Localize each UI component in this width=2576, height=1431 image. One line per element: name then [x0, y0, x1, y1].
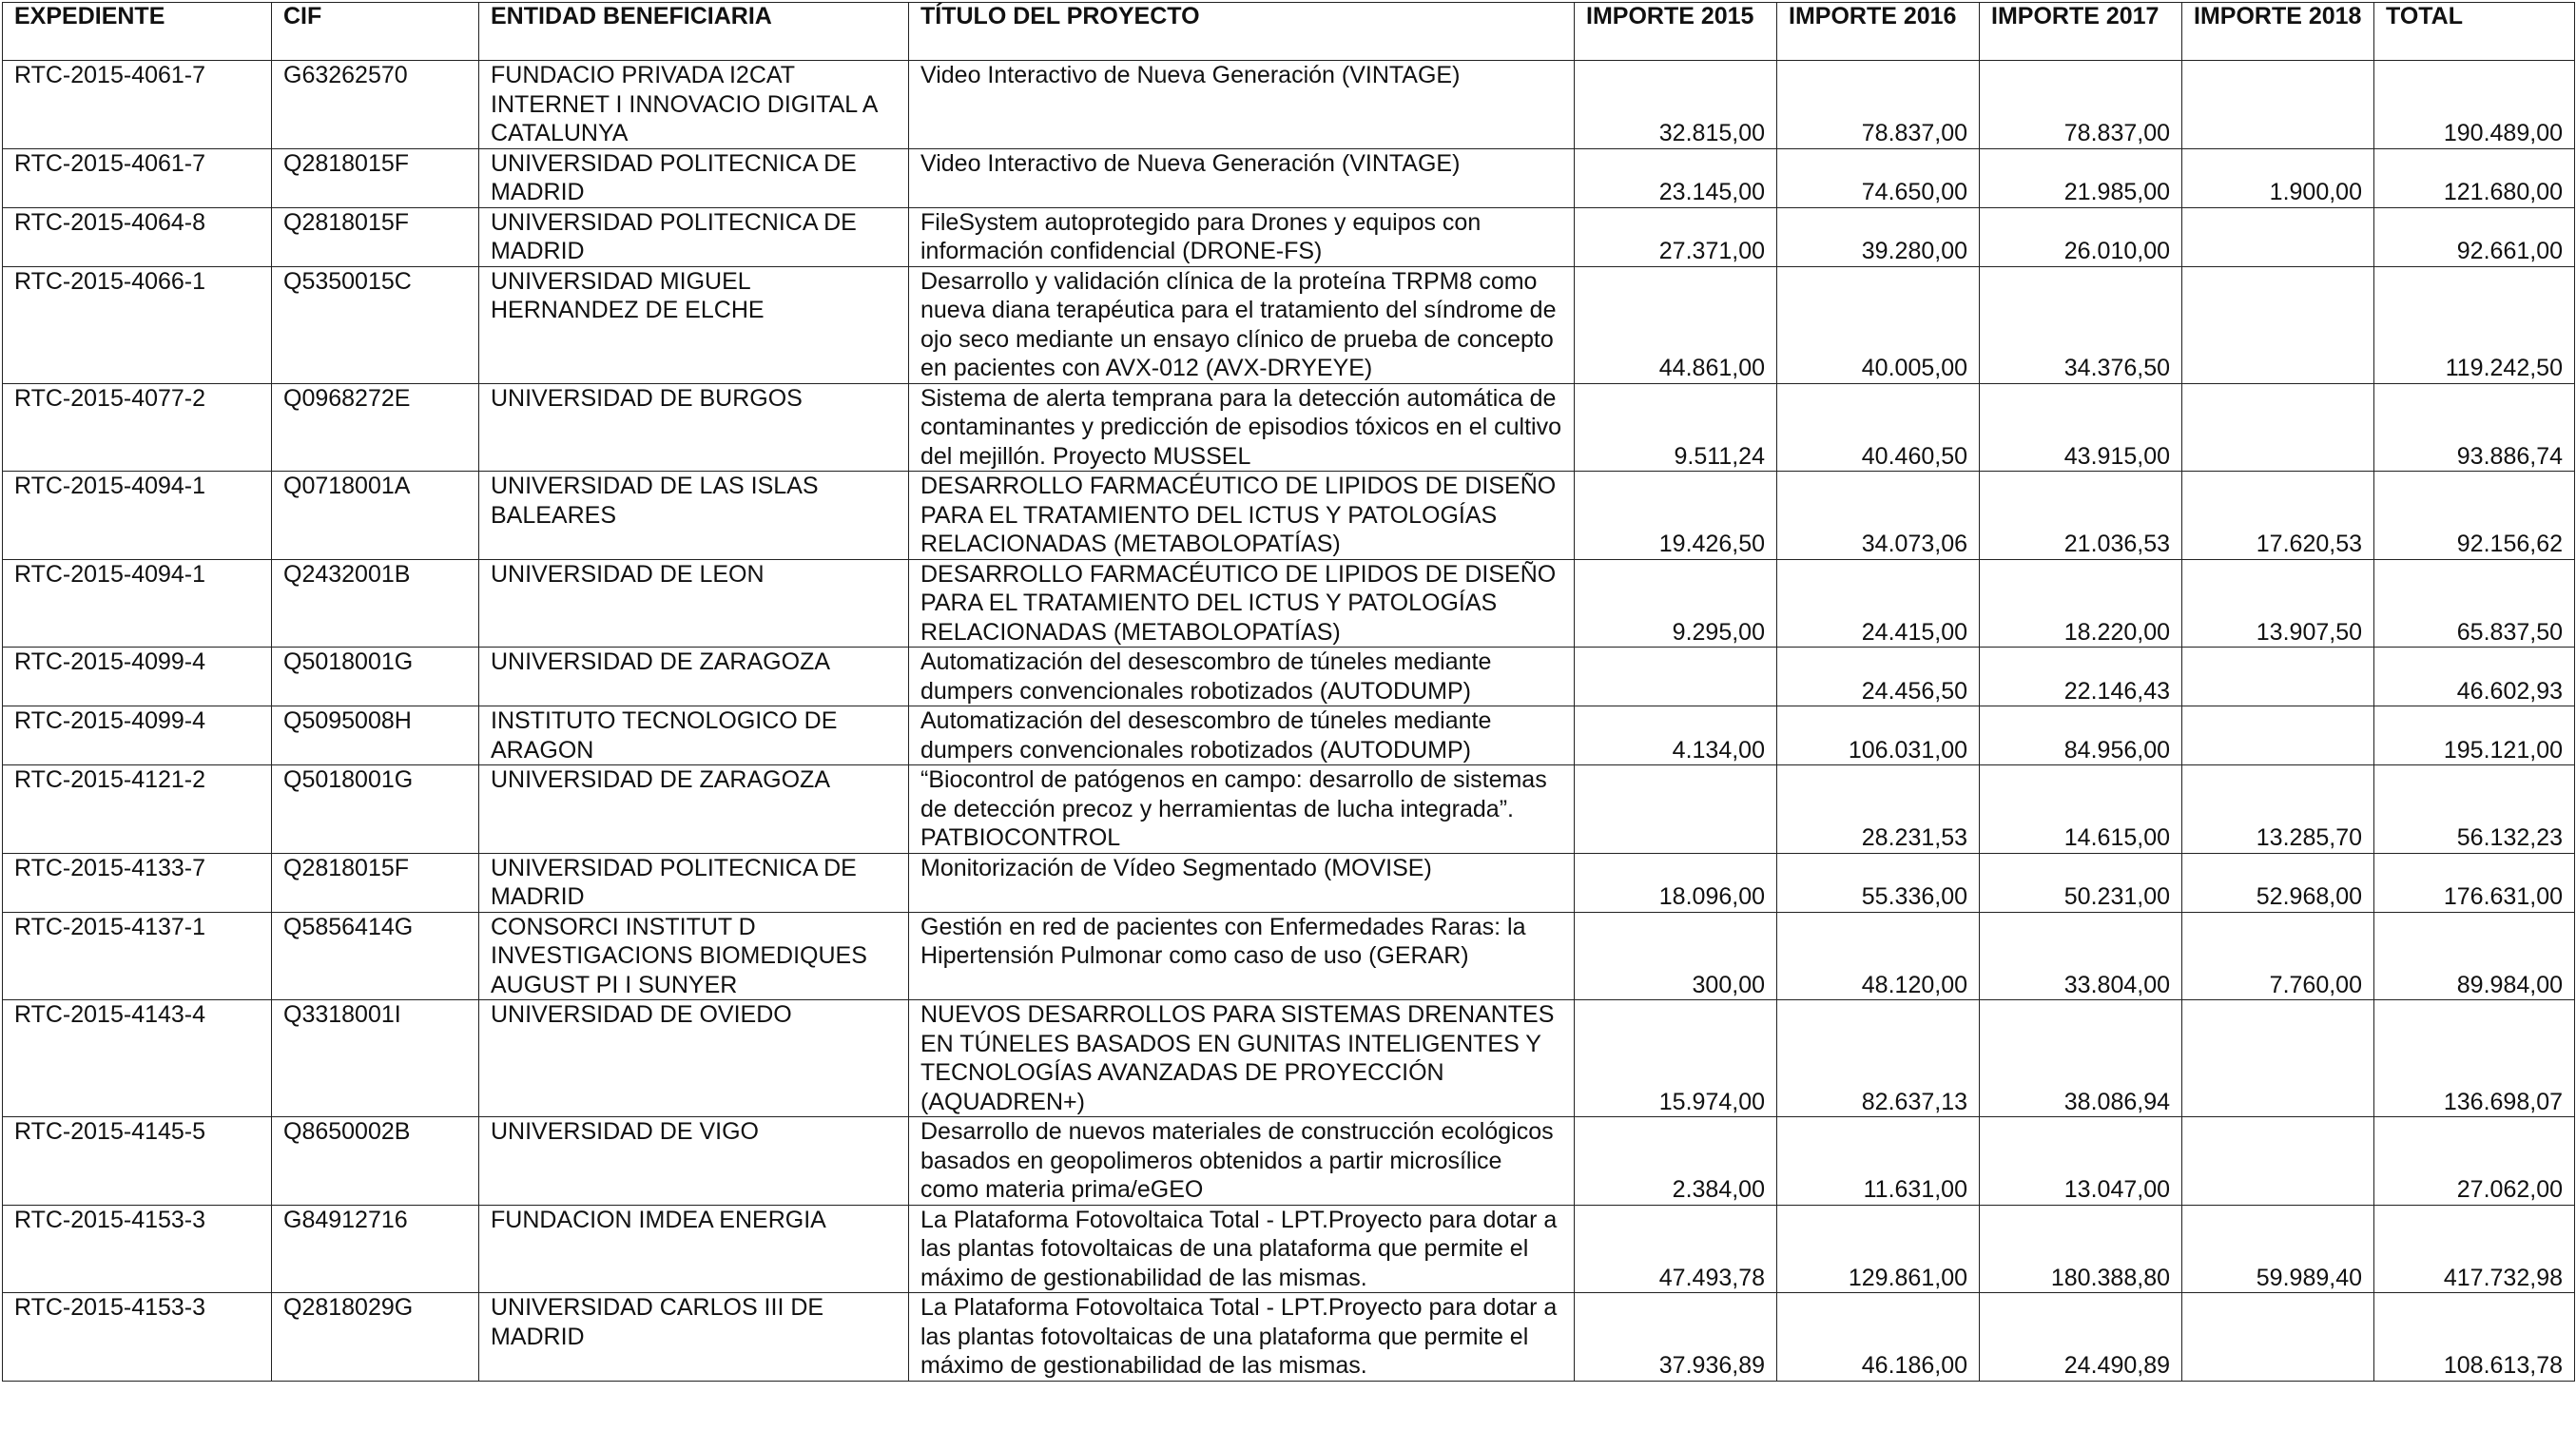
cell-total: 93.886,74: [2374, 383, 2575, 472]
table-row: [3, 148, 2575, 207]
cell-titulo: Video Interactivo de Nueva Generación (VINTAGE): [909, 61, 1575, 149]
cell-importe-2018: [2182, 1000, 2374, 1117]
cell-importe-2017: 22.146,43: [1980, 648, 2182, 706]
cell-entidad: UNIVERSIDAD DE VIGO: [479, 1117, 909, 1206]
cell-cif: Q3318001I: [272, 1000, 479, 1117]
cell-importe-2016: 78.837,00: [1777, 61, 1980, 149]
header-total: TOTAL: [2374, 3, 2575, 61]
cell-entidad: UNIVERSIDAD CARLOS III DE MADRID: [479, 1293, 909, 1382]
cell-cif: Q2818015F: [272, 207, 479, 266]
cell-entidad: UNIVERSIDAD POLITECNICA DE MADRID: [479, 148, 909, 207]
cell-expediente: RTC-2015-4066-1: [3, 266, 272, 383]
table-row: [3, 765, 2575, 854]
cell-titulo: La Plataforma Fotovoltaica Total - LPT.Proyecto para dotar a las plantas fotovoltaicas de una plataforma que permite el máximo de gestionabilidad de las mismas.: [909, 1205, 1575, 1293]
header-expediente: EXPEDIENTE: [3, 3, 272, 61]
cell-entidad: UNIVERSIDAD DE ZARAGOZA: [479, 648, 909, 706]
table-row: [3, 383, 2575, 472]
cell-titulo: FileSystem autoprotegido para Drones y equipos con información confidencial (DRONE-FS): [909, 207, 1575, 266]
cell-cif: Q5856414G: [272, 912, 479, 1000]
cell-titulo: Gestión en red de pacientes con Enfermedades Raras: la Hipertensión Pulmonar como caso de uso (GERAR): [909, 912, 1575, 1000]
cell-importe-2018: 52.968,00: [2182, 853, 2374, 912]
cell-importe-2017: 78.837,00: [1980, 61, 2182, 149]
cell-expediente: RTC-2015-4153-3: [3, 1293, 272, 1382]
header-importe-2016: IMPORTE 2016: [1777, 3, 1980, 61]
cell-expediente: RTC-2015-4145-5: [3, 1117, 272, 1206]
cell-importe-2017: 21.985,00: [1980, 148, 2182, 207]
cell-importe-2017: 33.804,00: [1980, 912, 2182, 1000]
cell-cif: Q5350015C: [272, 266, 479, 383]
cell-total: 195.121,00: [2374, 706, 2575, 765]
cell-importe-2017: 21.036,53: [1980, 472, 2182, 560]
table-row: [3, 1117, 2575, 1206]
cell-entidad: UNIVERSIDAD POLITECNICA DE MADRID: [479, 853, 909, 912]
cell-expediente: RTC-2015-4143-4: [3, 1000, 272, 1117]
cell-entidad: UNIVERSIDAD DE LAS ISLAS BALEARES: [479, 472, 909, 560]
cell-importe-2017: 180.388,80: [1980, 1205, 2182, 1293]
cell-cif: Q2818029G: [272, 1293, 479, 1382]
cell-titulo: Monitorización de Vídeo Segmentado (MOVISE): [909, 853, 1575, 912]
cell-importe-2018: 7.760,00: [2182, 912, 2374, 1000]
cell-entidad: UNIVERSIDAD DE BURGOS: [479, 383, 909, 472]
cell-importe-2017: 24.490,89: [1980, 1293, 2182, 1382]
table-row: [3, 559, 2575, 648]
table-row: [3, 266, 2575, 383]
cell-entidad: UNIVERSIDAD MIGUEL HERNANDEZ DE ELCHE: [479, 266, 909, 383]
cell-importe-2018: 1.900,00: [2182, 148, 2374, 207]
cell-importe-2015: [1575, 765, 1777, 854]
cell-total: 190.489,00: [2374, 61, 2575, 149]
cell-cif: G63262570: [272, 61, 479, 149]
table-row: [3, 706, 2575, 765]
cell-titulo: DESARROLLO FARMACÉUTICO DE LIPIDOS DE DISEÑO PARA EL TRATAMIENTO DEL ICTUS Y PATOLOGÍAS RELACIONADAS (METABOLOPATÍAS): [909, 559, 1575, 648]
cell-total: 56.132,23: [2374, 765, 2575, 854]
cell-importe-2016: 46.186,00: [1777, 1293, 1980, 1382]
table-row: [3, 1000, 2575, 1117]
cell-cif: G84912716: [272, 1205, 479, 1293]
cell-importe-2015: 2.384,00: [1575, 1117, 1777, 1206]
header-importe-2015: IMPORTE 2015: [1575, 3, 1777, 61]
cell-expediente: RTC-2015-4137-1: [3, 912, 272, 1000]
cell-expediente: RTC-2015-4094-1: [3, 472, 272, 560]
table-row: [3, 472, 2575, 560]
cell-importe-2016: 48.120,00: [1777, 912, 1980, 1000]
cell-cif: Q8650002B: [272, 1117, 479, 1206]
cell-importe-2015: 27.371,00: [1575, 207, 1777, 266]
cell-importe-2016: 34.073,06: [1777, 472, 1980, 560]
header-titulo: TÍTULO DEL PROYECTO: [909, 3, 1575, 61]
cell-importe-2018: 13.285,70: [2182, 765, 2374, 854]
cell-expediente: RTC-2015-4064-8: [3, 207, 272, 266]
cell-importe-2017: 50.231,00: [1980, 853, 2182, 912]
cell-importe-2017: 43.915,00: [1980, 383, 2182, 472]
cell-expediente: RTC-2015-4099-4: [3, 706, 272, 765]
cell-importe-2018: [2182, 266, 2374, 383]
cell-entidad: UNIVERSIDAD DE ZARAGOZA: [479, 765, 909, 854]
cell-total: 65.837,50: [2374, 559, 2575, 648]
cell-entidad: FUNDACIO PRIVADA I2CAT INTERNET I INNOVACIO DIGITAL A CATALUNYA: [479, 61, 909, 149]
cell-importe-2018: 59.989,40: [2182, 1205, 2374, 1293]
cell-titulo: Video Interactivo de Nueva Generación (VINTAGE): [909, 148, 1575, 207]
cell-cif: Q0718001A: [272, 472, 479, 560]
cell-importe-2016: 82.637,13: [1777, 1000, 1980, 1117]
cell-importe-2015: 23.145,00: [1575, 148, 1777, 207]
cell-importe-2015: 32.815,00: [1575, 61, 1777, 149]
cell-total: 119.242,50: [2374, 266, 2575, 383]
cell-total: 417.732,98: [2374, 1205, 2575, 1293]
cell-importe-2015: 9.511,24: [1575, 383, 1777, 472]
cell-importe-2017: 26.010,00: [1980, 207, 2182, 266]
cell-entidad: UNIVERSIDAD POLITECNICA DE MADRID: [479, 207, 909, 266]
cell-titulo: Automatización del desescombro de túneles mediante dumpers convencionales robotizados (AUTODUMP): [909, 706, 1575, 765]
cell-expediente: RTC-2015-4061-7: [3, 61, 272, 149]
cell-entidad: CONSORCI INSTITUT D INVESTIGACIONS BIOMEDIQUES AUGUST PI I SUNYER: [479, 912, 909, 1000]
table-row: [3, 1293, 2575, 1382]
cell-titulo: Desarrollo y validación clínica de la proteína TRPM8 como nueva diana terapéutica para el tratamiento del síndrome de ojo seco mediante un ensayo clínico de prueba de concepto en pacientes con AVX-012 (AVX-DRYEYE): [909, 266, 1575, 383]
cell-cif: Q2818015F: [272, 853, 479, 912]
cell-total: 92.661,00: [2374, 207, 2575, 266]
header-cif: CIF: [272, 3, 479, 61]
cell-expediente: RTC-2015-4153-3: [3, 1205, 272, 1293]
cell-importe-2017: 34.376,50: [1980, 266, 2182, 383]
cell-importe-2018: [2182, 1117, 2374, 1206]
cell-cif: Q5095008H: [272, 706, 479, 765]
cell-cif: Q2818015F: [272, 148, 479, 207]
cell-importe-2016: 129.861,00: [1777, 1205, 1980, 1293]
cell-entidad: INSTITUTO TECNOLOGICO DE ARAGON: [479, 706, 909, 765]
cell-importe-2016: 40.460,50: [1777, 383, 1980, 472]
cell-titulo: La Plataforma Fotovoltaica Total - LPT.Proyecto para dotar a las plantas fotovoltaicas de una plataforma que permite el máximo de gestionabilidad de las mismas.: [909, 1293, 1575, 1382]
cell-importe-2016: 24.415,00: [1777, 559, 1980, 648]
grants-table: [2, 2, 2575, 1382]
cell-importe-2018: [2182, 61, 2374, 149]
cell-importe-2015: 19.426,50: [1575, 472, 1777, 560]
header-entidad: ENTIDAD BENEFICIARIA: [479, 3, 909, 61]
header-importe-2018: IMPORTE 2018: [2182, 3, 2374, 61]
table-row: [3, 61, 2575, 149]
cell-titulo: NUEVOS DESARROLLOS PARA SISTEMAS DRENANTES EN TÚNELES BASADOS EN GUNITAS INTELIGENTES Y TECNOLOGÍAS AVANZADAS DE PROYECCIÓN (AQUADREN+): [909, 1000, 1575, 1117]
cell-importe-2018: 17.620,53: [2182, 472, 2374, 560]
cell-importe-2015: 37.936,89: [1575, 1293, 1777, 1382]
cell-importe-2018: [2182, 383, 2374, 472]
cell-importe-2015: 15.974,00: [1575, 1000, 1777, 1117]
cell-importe-2017: 18.220,00: [1980, 559, 2182, 648]
cell-titulo: Sistema de alerta temprana para la detección automática de contaminantes y predicción de episodios tóxicos en el cultivo del mejillón. Proyecto MUSSEL: [909, 383, 1575, 472]
cell-expediente: RTC-2015-4121-2: [3, 765, 272, 854]
cell-total: 136.698,07: [2374, 1000, 2575, 1117]
cell-expediente: RTC-2015-4061-7: [3, 148, 272, 207]
cell-importe-2015: 9.295,00: [1575, 559, 1777, 648]
cell-importe-2016: 11.631,00: [1777, 1117, 1980, 1206]
cell-importe-2016: 28.231,53: [1777, 765, 1980, 854]
cell-importe-2016: 106.031,00: [1777, 706, 1980, 765]
table-body: [3, 61, 2575, 1382]
cell-importe-2018: [2182, 706, 2374, 765]
cell-importe-2018: 13.907,50: [2182, 559, 2374, 648]
cell-importe-2018: [2182, 648, 2374, 706]
cell-expediente: RTC-2015-4133-7: [3, 853, 272, 912]
table-row: [3, 853, 2575, 912]
cell-cif: Q2432001B: [272, 559, 479, 648]
cell-importe-2015: [1575, 648, 1777, 706]
cell-cif: Q5018001G: [272, 765, 479, 854]
cell-importe-2015: 300,00: [1575, 912, 1777, 1000]
cell-expediente: RTC-2015-4077-2: [3, 383, 272, 472]
cell-expediente: RTC-2015-4094-1: [3, 559, 272, 648]
table-row: [3, 207, 2575, 266]
cell-importe-2017: 38.086,94: [1980, 1000, 2182, 1117]
cell-total: 89.984,00: [2374, 912, 2575, 1000]
cell-expediente: RTC-2015-4099-4: [3, 648, 272, 706]
cell-cif: Q0968272E: [272, 383, 479, 472]
cell-importe-2018: [2182, 207, 2374, 266]
cell-cif: Q5018001G: [272, 648, 479, 706]
cell-importe-2016: 24.456,50: [1777, 648, 1980, 706]
header-row: [3, 3, 2575, 61]
table-row: [3, 648, 2575, 706]
cell-importe-2015: 44.861,00: [1575, 266, 1777, 383]
cell-importe-2017: 13.047,00: [1980, 1117, 2182, 1206]
cell-importe-2017: 84.956,00: [1980, 706, 2182, 765]
cell-importe-2016: 40.005,00: [1777, 266, 1980, 383]
cell-importe-2015: 47.493,78: [1575, 1205, 1777, 1293]
header-importe-2017: IMPORTE 2017: [1980, 3, 2182, 61]
cell-importe-2016: 39.280,00: [1777, 207, 1980, 266]
cell-total: 176.631,00: [2374, 853, 2575, 912]
cell-total: 108.613,78: [2374, 1293, 2575, 1382]
table-row: [3, 1205, 2575, 1293]
cell-total: 92.156,62: [2374, 472, 2575, 560]
cell-importe-2016: 74.650,00: [1777, 148, 1980, 207]
cell-entidad: FUNDACION IMDEA ENERGIA: [479, 1205, 909, 1293]
cell-importe-2018: [2182, 1293, 2374, 1382]
cell-total: 27.062,00: [2374, 1117, 2575, 1206]
cell-titulo: Desarrollo de nuevos materiales de construcción ecológicos basados en geopolimeros obtenidos a partir microsílice como materia prima/eGEO: [909, 1117, 1575, 1206]
cell-importe-2016: 55.336,00: [1777, 853, 1980, 912]
cell-titulo: DESARROLLO FARMACÉUTICO DE LIPIDOS DE DISEÑO PARA EL TRATAMIENTO DEL ICTUS Y PATOLOGÍAS RELACIONADAS (METABOLOPATÍAS): [909, 472, 1575, 560]
cell-importe-2015: 4.134,00: [1575, 706, 1777, 765]
cell-total: 46.602,93: [2374, 648, 2575, 706]
cell-importe-2017: 14.615,00: [1980, 765, 2182, 854]
cell-total: 121.680,00: [2374, 148, 2575, 207]
cell-importe-2015: 18.096,00: [1575, 853, 1777, 912]
cell-entidad: UNIVERSIDAD DE OVIEDO: [479, 1000, 909, 1117]
cell-titulo: Automatización del desescombro de túneles mediante dumpers convencionales robotizados (AUTODUMP): [909, 648, 1575, 706]
cell-titulo: “Biocontrol de patógenos en campo: desarrollo de sistemas de detección precoz y herramientas de lucha integrada”. PATBIOCONTROL: [909, 765, 1575, 854]
table-row: [3, 912, 2575, 1000]
cell-entidad: UNIVERSIDAD DE LEON: [479, 559, 909, 648]
